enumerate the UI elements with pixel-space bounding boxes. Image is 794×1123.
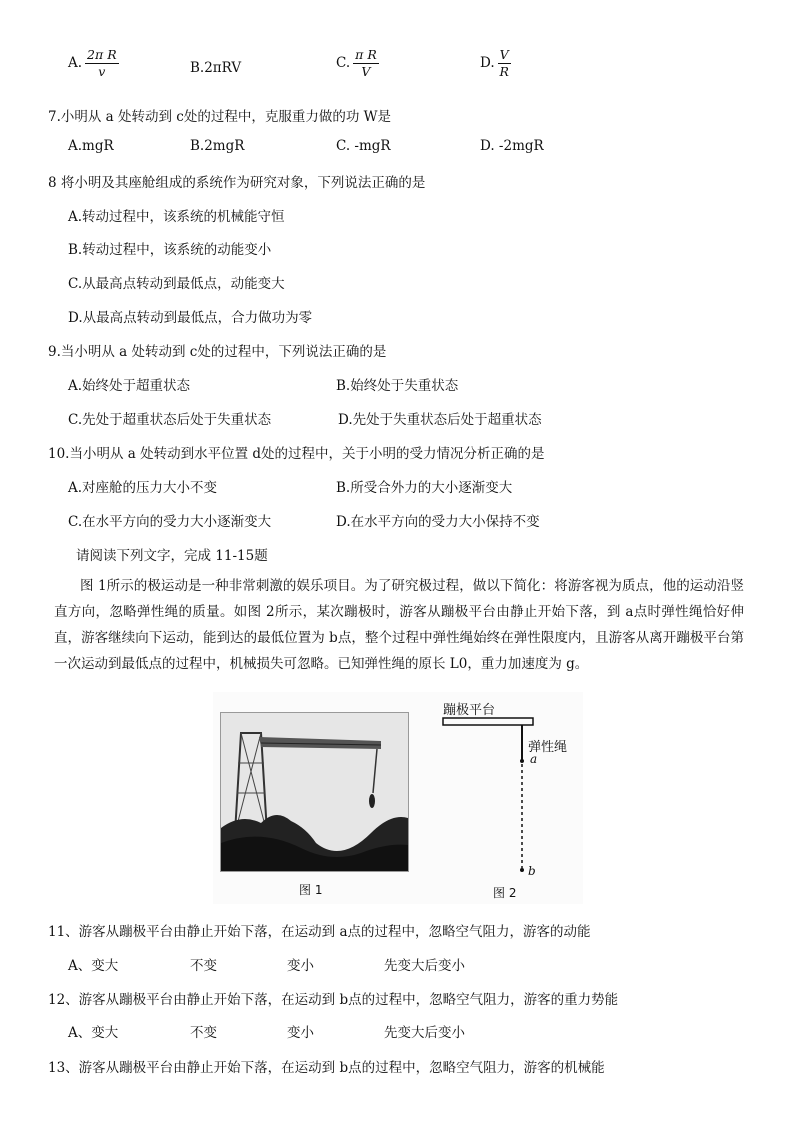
q6-option-d	[480, 48, 511, 79]
q6-option-c	[336, 48, 379, 79]
passage-paragraph	[54, 573, 744, 677]
q6-option-a-numerator: 2π R	[87, 47, 117, 62]
q9-stem: 9.当小明从 a 处转动到 c处的过程中，下列说法正确的是	[48, 344, 387, 360]
q6-option-d-denominator: R	[499, 63, 509, 79]
q7-option-b: B.2mgR	[190, 138, 245, 154]
q13-stem: 13、游客从蹦极平台由静止开始下落，在运动到 b点的过程中，忽略空气阻力，游客的机械能	[48, 1060, 605, 1076]
q8-option-a: A.转动过程中，该系统的机械能守恒	[68, 209, 285, 225]
q6-option-c-denominator: V	[361, 63, 371, 79]
point-a-label: a	[530, 752, 538, 766]
q7-option-c: C. -mgR	[336, 138, 391, 154]
fig1-caption: 图 1	[299, 883, 323, 897]
q12-stem: 12、游客从蹦极平台由静止开始下落，在运动到 b点的过程中，忽略空气阻力，游客的重力势能	[48, 992, 619, 1008]
q10-option-a: A.对座舱的压力大小不变	[68, 480, 218, 496]
q10-stem: 10.当小明从 a 处转动到水平位置 d处的过程中，关于小明的受力情况分析正确的是	[48, 446, 545, 462]
q11-option-d: 先变大后变小	[384, 958, 465, 974]
section-instruction: 请阅读下列文字，完成 11-15题	[76, 548, 268, 564]
q6-option-a-fraction	[85, 48, 119, 79]
q6-option-c-label: C.	[336, 54, 351, 71]
point-b-dot	[520, 868, 524, 872]
fig1-photo	[220, 712, 409, 872]
q12-option-c: 变小	[287, 1025, 314, 1041]
bungee-photo-illustration	[221, 713, 408, 871]
q8-option-c: C.从最高点转动到最低点，动能变大	[68, 276, 285, 292]
q9-option-b: B.始终处于失重状态	[336, 378, 459, 394]
q6-option-d-fraction	[498, 48, 511, 79]
q10-option-b: B.所受合外力的大小逐渐变大	[336, 480, 513, 496]
q6-option-a-label: A.	[68, 54, 83, 71]
platform-shape	[443, 718, 533, 725]
figure-panel	[213, 692, 583, 904]
q6-option-a-denominator: v	[98, 63, 106, 79]
passage-text: 图 1所示的极运动是一种非常刺激的娱乐项目。为了研究极过程，做以下简化：将游客视为质点，他的运动沿竖直方向，忽略弹性绳的质量。如图 2所示，某次蹦极时，游客从蹦极平台由静止开始下落，到 a点时弹性绳恰好伸直，游客继续向下运动，能到达的最低位置为 b点，整个过程中弹性绳始终在弹性限度内，且游客从离开蹦极平台第一次运动到最低点的过程中，机械损失可忽略。已知弹性绳的原长 L0，重力加速度为 g。	[54, 578, 744, 672]
q7-option-d: D. -2mgR	[480, 138, 544, 154]
q9-option-c: C.先处于超重状态后处于失重状态	[68, 412, 272, 428]
q6-option-c-numerator: π R	[355, 47, 377, 62]
q11-option-c: 变小	[287, 958, 314, 974]
q6-option-d-numerator: V	[499, 47, 509, 62]
q11-option-b: 不变	[190, 958, 217, 974]
q12-option-d: 先变大后变小	[384, 1025, 465, 1041]
point-a-dot	[520, 759, 524, 763]
platform-label: 蹦极平台	[443, 703, 496, 718]
q9-option-a: A.始终处于超重状态	[68, 378, 191, 394]
q12-option-b: 不变	[190, 1025, 217, 1041]
q6-option-b: B.2πRV	[190, 60, 242, 76]
q10-option-d: D.在水平方向的受力大小保持不变	[336, 514, 540, 530]
fig2-caption: 图 2	[493, 886, 517, 900]
q11-option-a: A、变大	[68, 958, 119, 974]
q6-option-c-fraction	[353, 48, 379, 79]
q7-option-a: A.mgR	[68, 138, 114, 154]
q6-option-d-label: D.	[480, 54, 495, 71]
q6-option-a	[68, 48, 119, 79]
fig2-diagram	[433, 692, 583, 904]
q12-option-a: A、变大	[68, 1025, 119, 1041]
rope-label: 弹性绳	[528, 740, 568, 755]
q8-stem: 8 将小明及其座舱组成的系统作为研究对象，下列说法正确的是	[48, 175, 426, 191]
q11-stem: 11、游客从蹦极平台由静止开始下落，在运动到 a点的过程中，忽略空气阻力，游客的动能	[48, 924, 591, 940]
q8-option-d: D.从最高点转动到最低点，合力做功为零	[68, 310, 313, 326]
q9-option-d: D.先处于失重状态后处于超重状态	[338, 412, 542, 428]
point-b-label: b	[528, 864, 536, 878]
q8-option-b: B.转动过程中，该系统的动能变小	[68, 242, 272, 258]
q7-stem: 7.小明从 a 处转动到 c处的过程中，克服重力做的功 W是	[48, 109, 392, 125]
q10-option-c: C.在水平方向的受力大小逐渐变大	[68, 514, 272, 530]
